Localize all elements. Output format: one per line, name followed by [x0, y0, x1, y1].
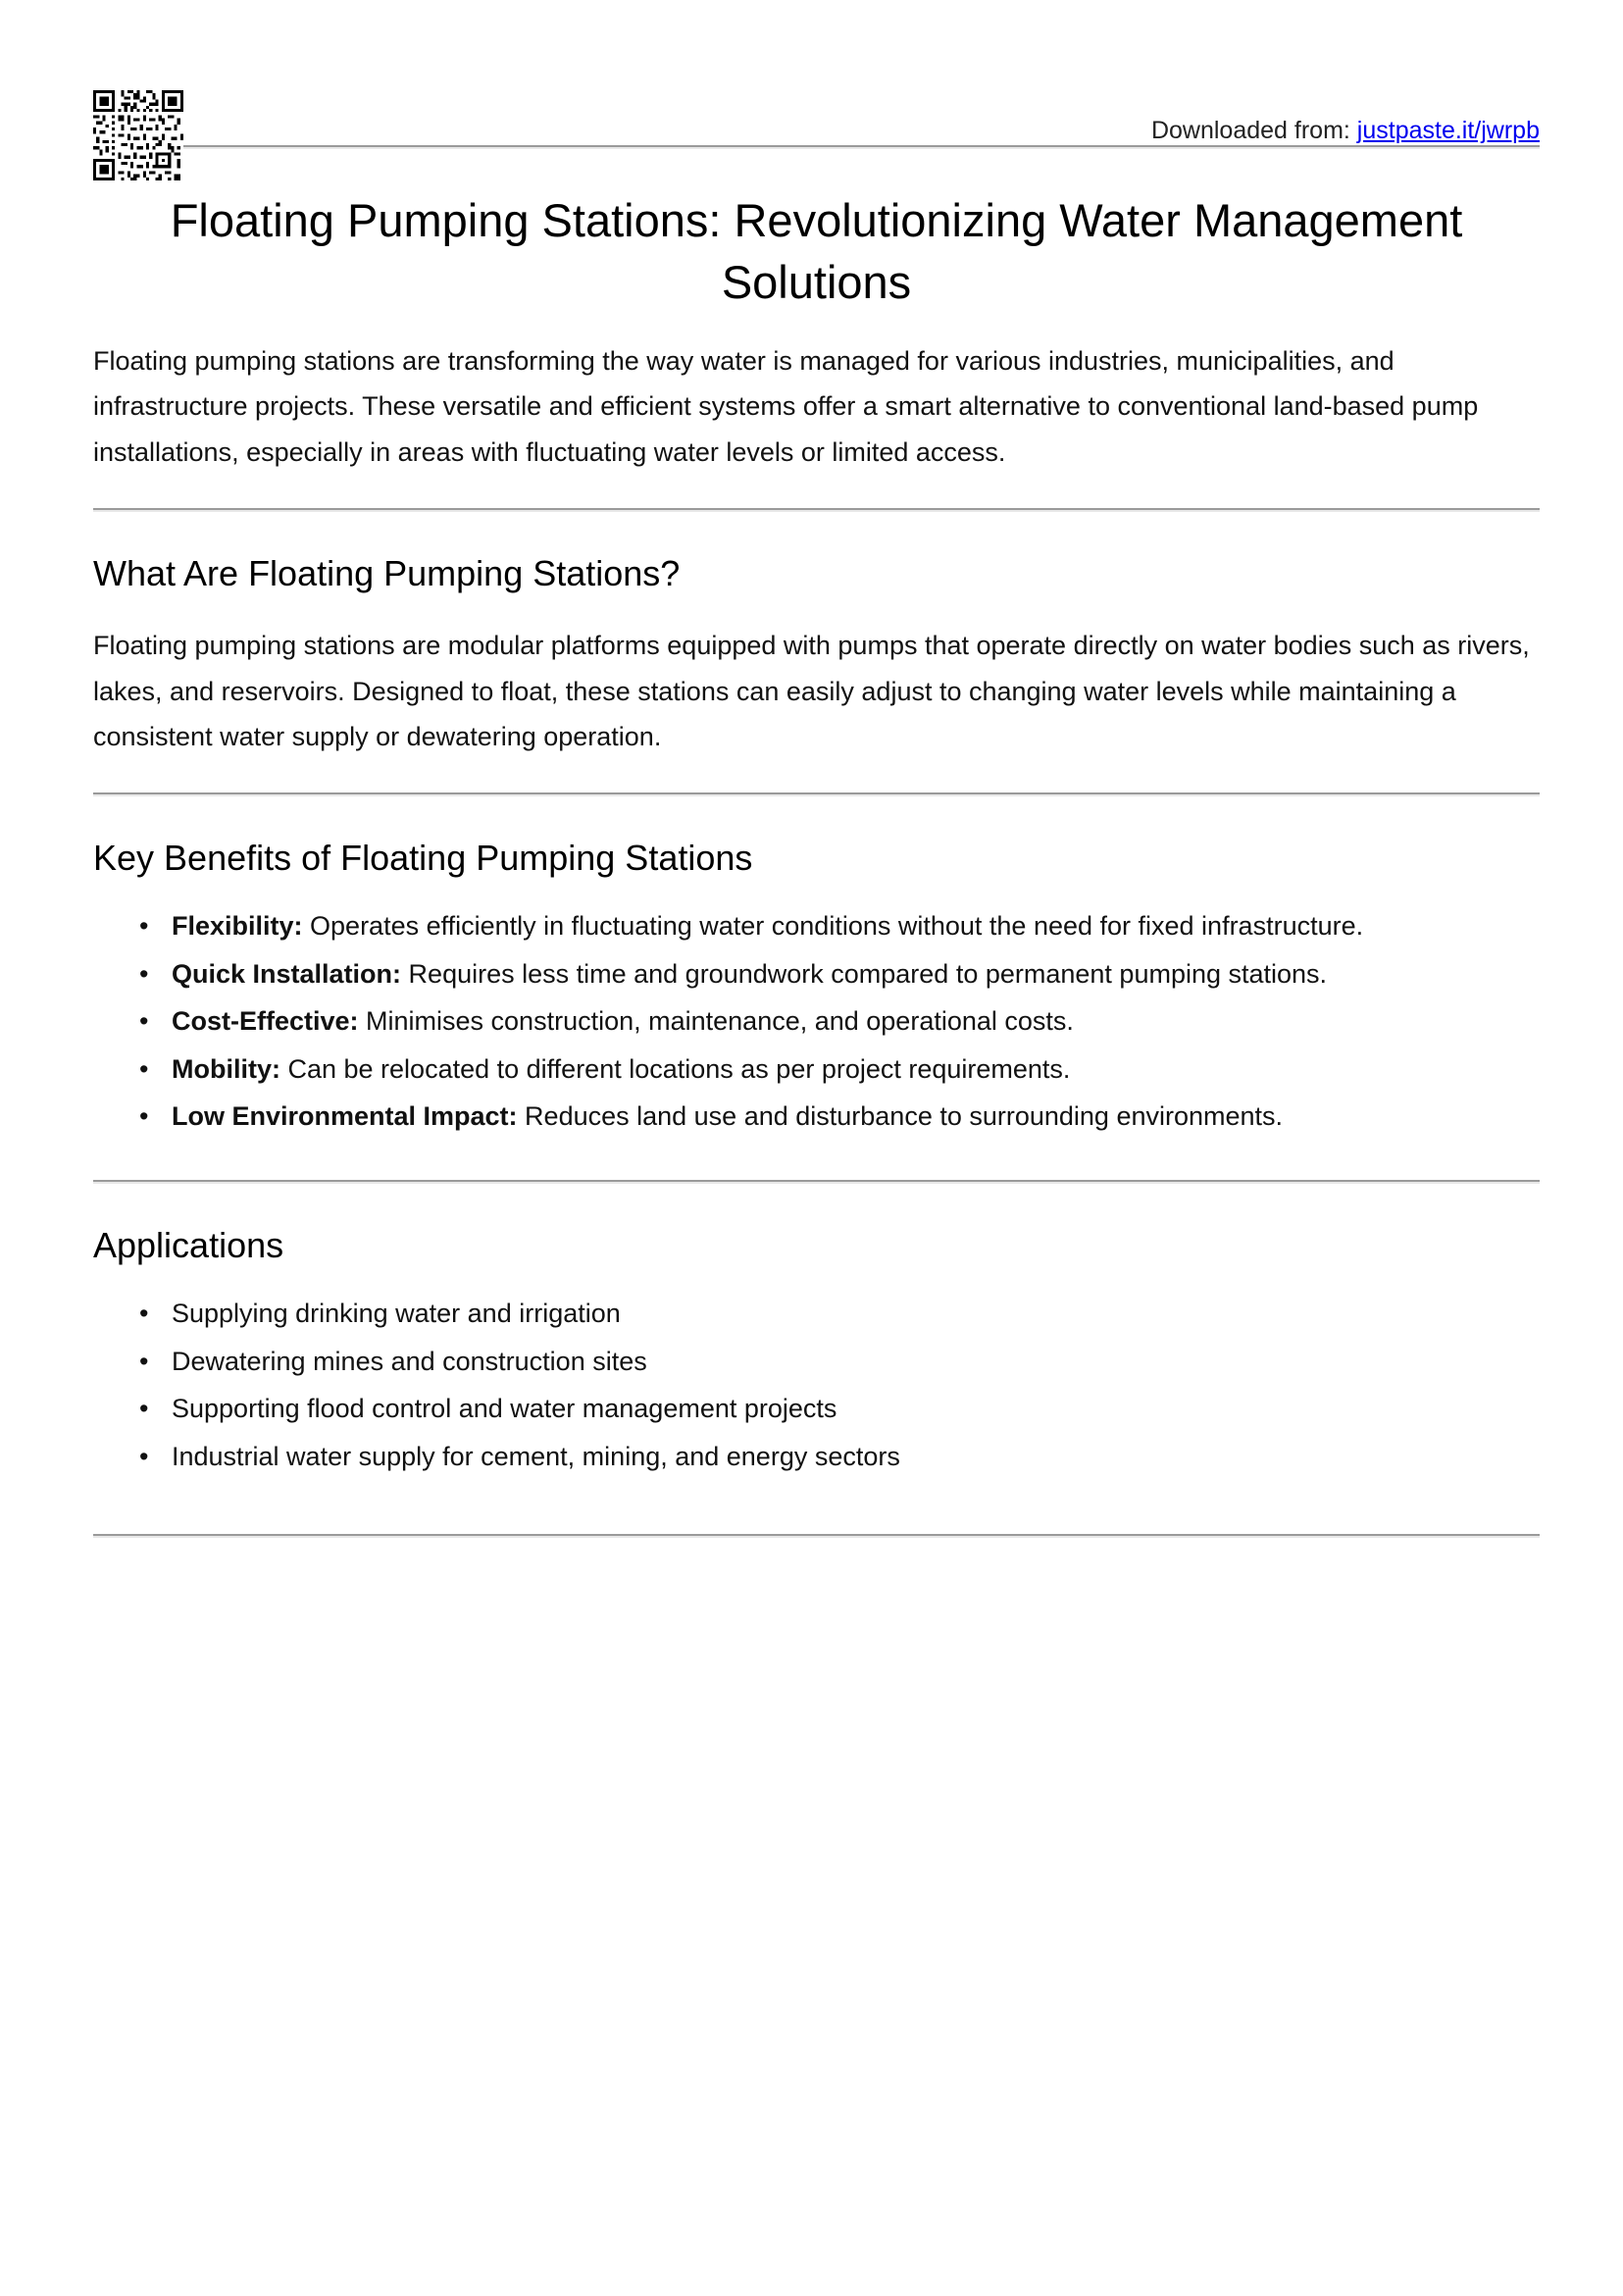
benefit-text: Can be relocated to different locations as per project requirements. — [279, 1053, 1071, 1084]
section-divider-1 — [93, 508, 1540, 512]
page-header — [0, 0, 1623, 144]
document-content — [93, 190, 1540, 475]
section-applications — [93, 1223, 1540, 1495]
section-heading-key-benefits: Key Benefits of Floating Pumping Stations — [93, 838, 753, 879]
section-body-what-are: Floating pumping stations are modular platforms equipped with pumps that operate directly on water bodies such as rivers, lakes, and reservoirs. Designed to float, these stations can easily adjust to changing water levels while maintaining a consistent water supply or dewatering operation. — [93, 631, 1530, 751]
benefit-term: Cost-Effective: — [172, 1006, 359, 1037]
list-item — [172, 1386, 1540, 1431]
page-title: Floating Pumping Stations: Revolutionizing Water Management Solutions — [170, 194, 1463, 308]
section-divider-2 — [93, 792, 1540, 796]
list-spacer — [93, 1141, 1540, 1154]
list-item — [172, 903, 1540, 948]
section-divider-3 — [93, 1180, 1540, 1184]
applications-list — [93, 1291, 1540, 1479]
list-item — [172, 1434, 1540, 1479]
source-url-link[interactable]: justpaste.it/jwrpb — [1356, 117, 1540, 144]
benefit-text: Minimises construction, maintenance, and operational costs. — [358, 1006, 1074, 1037]
list-item — [172, 951, 1540, 996]
application-text: Dewatering mines and construction sites — [172, 1346, 647, 1376]
header-divider — [93, 145, 1540, 149]
benefit-term: Quick Installation: — [172, 958, 402, 989]
list-item — [172, 1046, 1540, 1092]
list-spacer — [93, 1481, 1540, 1495]
list-item — [172, 1339, 1540, 1384]
section-divider-4 — [93, 1534, 1540, 1538]
application-text: Industrial water supply for cement, mining, and energy sectors — [172, 1441, 900, 1471]
benefit-term: Flexibility: — [172, 911, 303, 942]
section-what-are — [93, 551, 1540, 759]
intro-paragraph: Floating pumping stations are transforming the way water is managed for various industries, municipalities, and infrastructure projects. These versatile and efficient systems offer a smart alternative to conventional land-based pump installations, especially in areas with fluctuating water levels or limited access. — [93, 346, 1479, 467]
benefit-term: Mobility: — [172, 1053, 280, 1084]
list-item — [172, 1094, 1540, 1139]
list-item — [172, 1291, 1540, 1336]
application-text: Supplying drinking water and irrigation — [172, 1299, 621, 1329]
benefits-list — [93, 903, 1540, 1139]
benefit-text: Operates efficiently in fluctuating water conditions without the need for fixed infrastructure. — [302, 911, 1364, 942]
benefit-text: Requires less time and groundwork compared to permanent pumping stations. — [401, 958, 1328, 989]
qr-code-icon — [93, 90, 183, 180]
benefit-text: Reduces land use and disturbance to surrounding environments. — [517, 1100, 1284, 1131]
download-source-note — [1151, 116, 1540, 145]
section-heading-what-are: What Are Floating Pumping Stations? — [93, 553, 681, 594]
section-key-benefits — [93, 836, 1540, 1154]
benefit-term: Low Environmental Impact: — [172, 1100, 518, 1131]
application-text: Supporting flood control and water management projects — [172, 1394, 837, 1424]
download-label: Downloaded from: — [1150, 117, 1350, 144]
list-item — [172, 998, 1540, 1044]
section-heading-applications: Applications — [93, 1225, 284, 1266]
